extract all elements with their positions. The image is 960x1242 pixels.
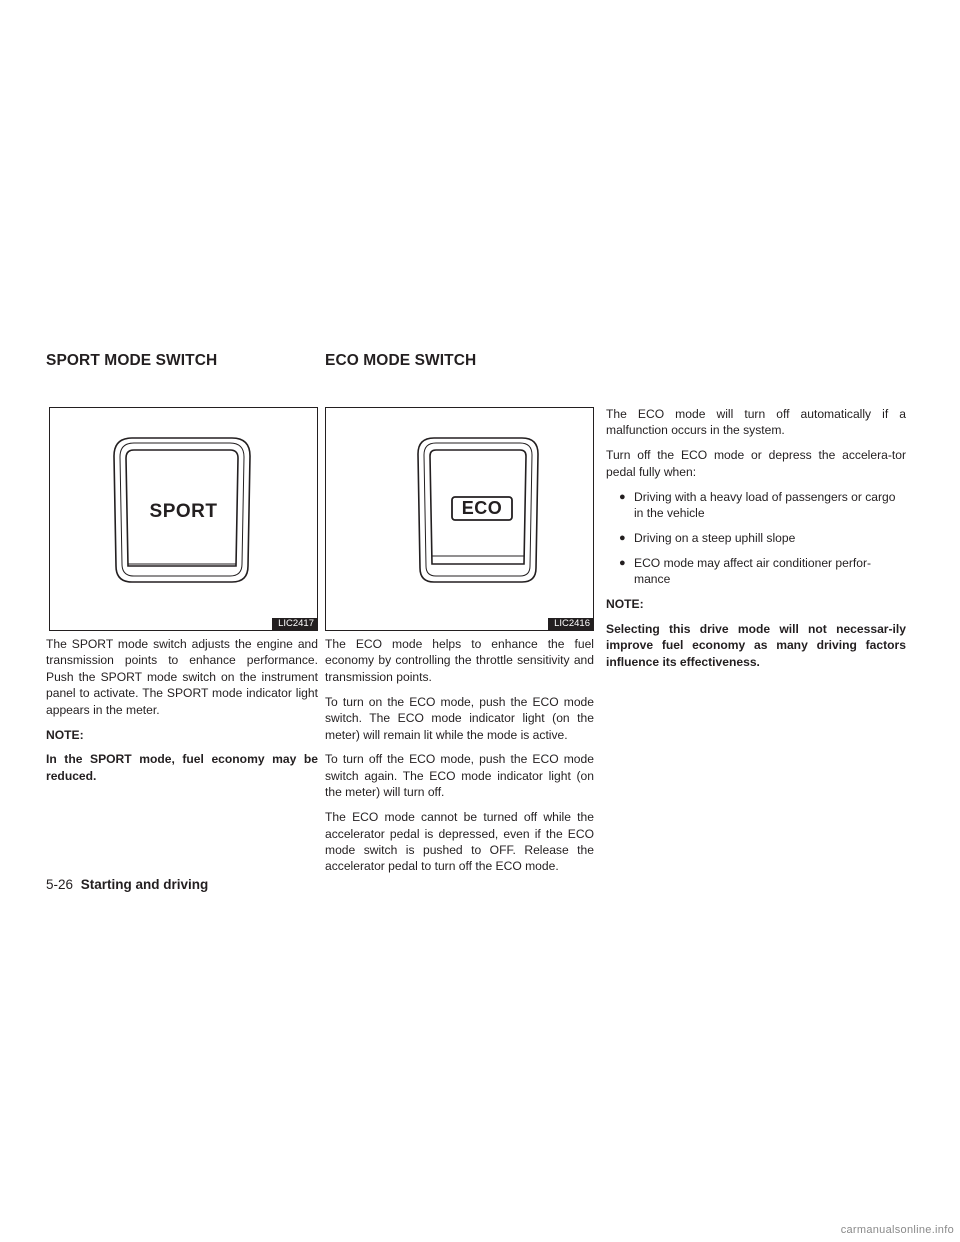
list-item: ● Driving with a heavy load of passengers or cargo in the vehicle xyxy=(619,489,896,521)
sport-mode-heading: SPORT MODE SWITCH xyxy=(46,352,218,369)
eco-mode-heading: ECO MODE SWITCH xyxy=(325,352,477,369)
bullet-icon: ● xyxy=(619,490,626,503)
eco-note-text: Selecting this drive mode will not necessar-ily improve fuel economy as many driving factors influence its effectiveness. xyxy=(606,622,906,669)
eco-text-column xyxy=(325,636,594,883)
eco-paragraph-1: The ECO mode helps to enhance the fuel economy by controlling the throttle sensitivity and transmission points. xyxy=(325,637,594,684)
bullet-icon: ● xyxy=(619,531,626,544)
page-footer xyxy=(46,877,208,892)
sport-switch-figure xyxy=(49,407,318,631)
bullet-icon: ● xyxy=(619,556,626,569)
eco-paragraph-5: The ECO mode will turn off automatically if a malfunction occurs in the system. xyxy=(606,407,906,438)
sport-description: The SPORT mode switch adjusts the engine and transmission points to enhance performance. Push the SPORT mode switch on the instrument panel to activate. The SPORT mode indicator light appears in the meter. xyxy=(46,637,318,717)
eco-switch-figure xyxy=(325,407,594,631)
sport-button-label: SPORT xyxy=(149,501,218,522)
eco-text-column-continued xyxy=(606,406,906,679)
sport-note-text: In the SPORT mode, fuel economy may be reduced. xyxy=(46,752,318,783)
section-title: Starting and driving xyxy=(80,877,209,892)
page-number: 5-26 xyxy=(46,877,74,892)
list-item: ● ECO mode may affect air conditioner perfor-mance xyxy=(619,555,872,587)
eco-paragraph-3: To turn off the ECO mode, push the ECO mode switch again. The ECO mode indicator light (on the meter) will turn off. xyxy=(325,752,594,800)
sport-figure-code: LIC2417 xyxy=(272,618,317,630)
list-item: ● Driving on a steep uphill slope xyxy=(619,530,796,545)
eco-note-label: NOTE: xyxy=(606,597,644,612)
sport-note-label: NOTE: xyxy=(46,727,84,742)
eco-conditions-list xyxy=(606,489,906,588)
sport-text-column xyxy=(46,636,318,793)
eco-paragraph-6: Turn off the ECO mode or depress the accelera-tor pedal fully when: xyxy=(606,448,906,479)
eco-paragraph-2: To turn on the ECO mode, push the ECO mode switch. The ECO mode indicator light (on the meter) will remain lit while the mode is active. xyxy=(325,694,594,742)
eco-paragraph-4: The ECO mode cannot be turned off while the accelerator pedal is depressed, even if the ECO mode switch is pushed to OFF. Release the accelerator pedal to turn off the ECO mode. xyxy=(325,810,594,874)
eco-button-label: ECO xyxy=(461,498,503,518)
watermark: carmanualsonline.info xyxy=(840,1224,954,1236)
eco-figure-code: LIC2416 xyxy=(548,618,593,630)
eco-switch-illustration xyxy=(326,408,593,630)
